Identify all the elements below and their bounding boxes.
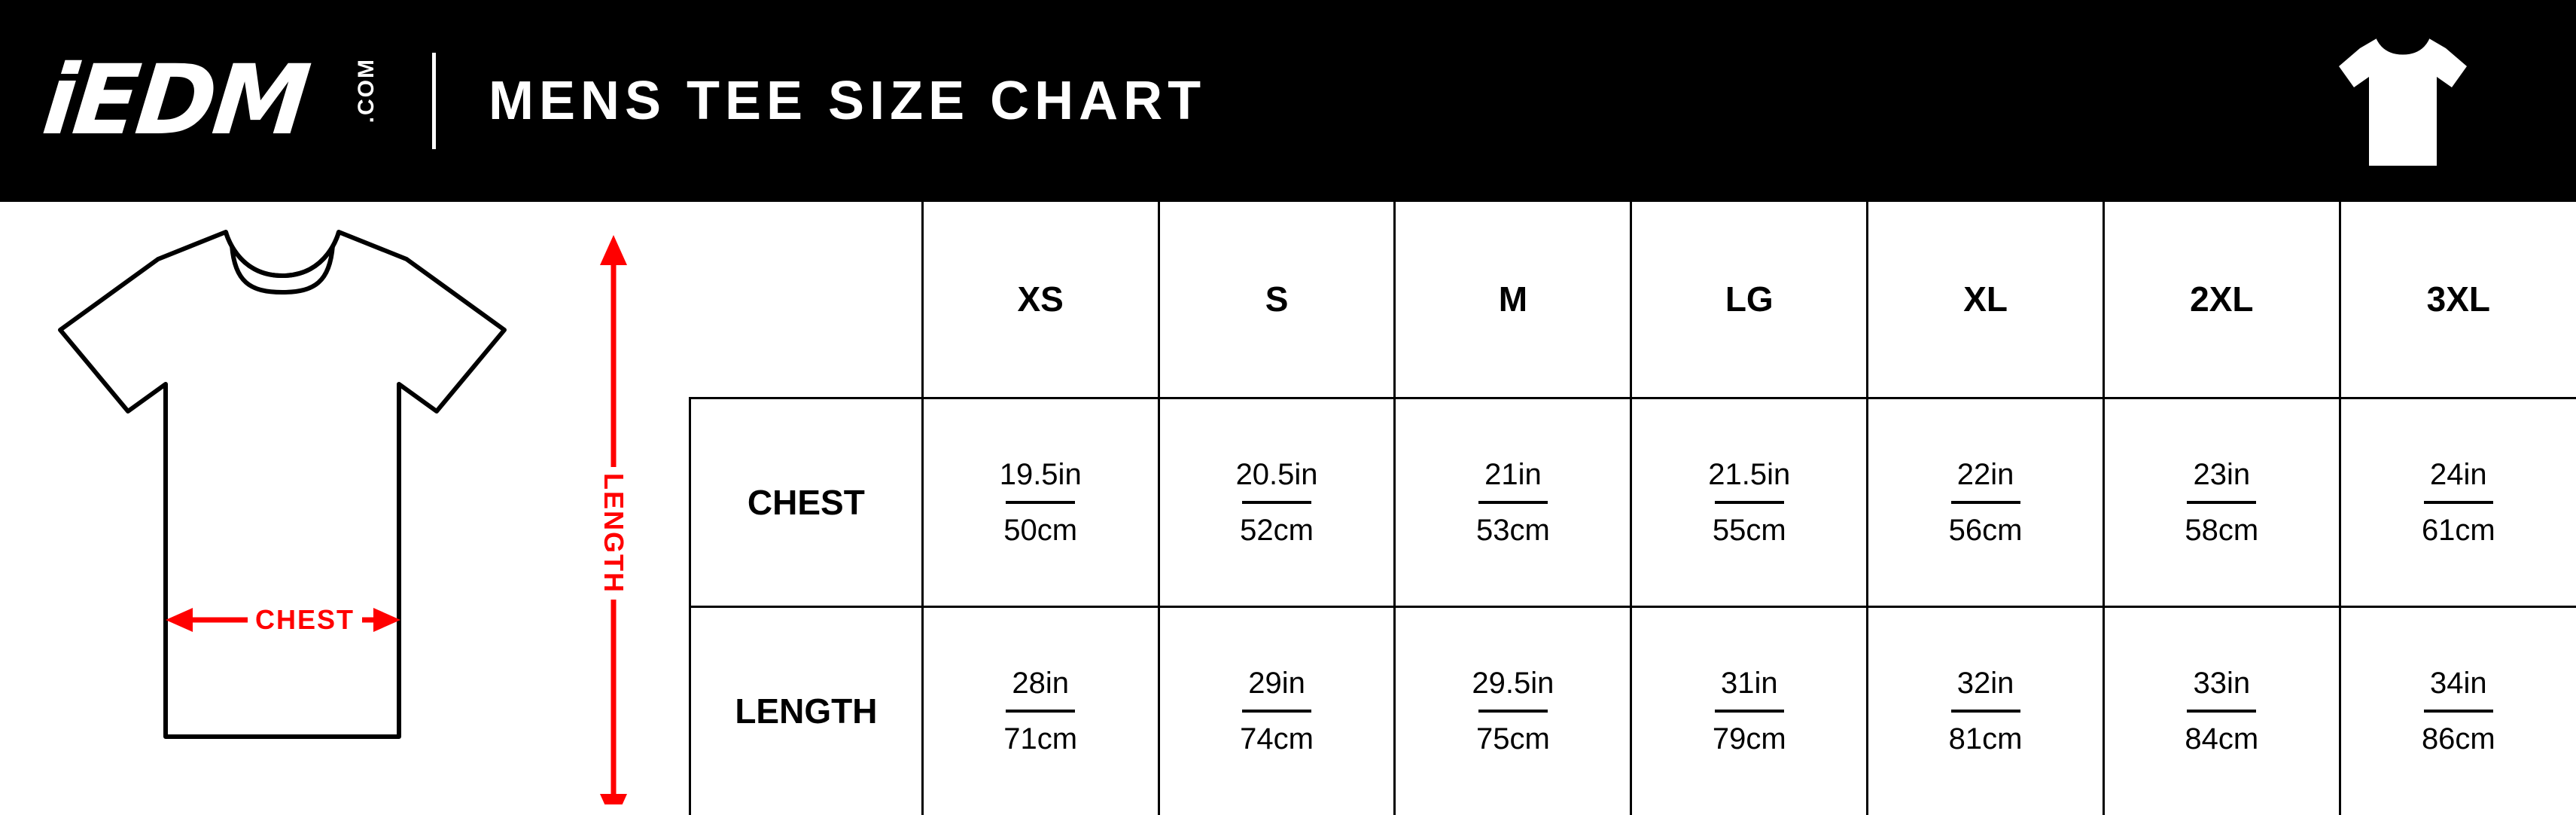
chest-measure-label: CHEST — [248, 604, 362, 636]
value-separator — [2424, 501, 2493, 504]
cell-chest-lg — [1631, 398, 1868, 606]
header-divider — [432, 53, 436, 149]
cell-length-2xl — [2103, 606, 2340, 815]
value-separator — [1951, 710, 2020, 713]
cell-chest-2xl — [2103, 398, 2340, 606]
cell-value-in: 21.5in — [1708, 457, 1791, 491]
value-separator — [1478, 710, 1548, 713]
cell-length-lg — [1631, 606, 1868, 815]
table-row-chest — [690, 398, 2576, 606]
cell-value-in: 33in — [2193, 667, 2251, 701]
cell-value-cm: 56cm — [1948, 513, 2023, 547]
cell-value-cm: 53cm — [1476, 513, 1550, 547]
value-separator — [1242, 501, 1311, 504]
size-header-lg: LG — [1631, 202, 1868, 398]
cell-value-cm: 50cm — [1003, 513, 1078, 547]
cell-value-cm: 75cm — [1476, 722, 1550, 756]
cell-value-in: 34in — [2430, 667, 2487, 701]
value-separator — [1715, 710, 1784, 713]
size-header-m: M — [1395, 202, 1631, 398]
header-bar — [0, 0, 2576, 202]
size-header-3xl: 3XL — [2340, 202, 2576, 398]
chart-body — [0, 202, 2576, 815]
value-separator — [1478, 501, 1548, 504]
cell-value-in: 21in — [1484, 457, 1542, 491]
logo-wordmark: iEDM — [38, 44, 312, 157]
cell-length-m — [1395, 606, 1631, 815]
table-corner-cell — [690, 202, 923, 398]
cell-value-cm: 86cm — [2421, 722, 2495, 756]
value-separator — [2187, 710, 2256, 713]
size-header-xl: XL — [1868, 202, 2104, 398]
row-label-chest: CHEST — [690, 398, 923, 606]
cell-value-cm: 81cm — [1948, 722, 2023, 756]
value-separator — [1951, 501, 2020, 504]
row-label-length: LENGTH — [690, 606, 923, 815]
shirt-diagram — [45, 209, 677, 804]
tshirt-icon — [2331, 30, 2474, 173]
cell-length-3xl — [2340, 606, 2576, 815]
cell-value-in: 19.5in — [999, 457, 1082, 491]
cell-value-in: 22in — [1956, 457, 2014, 491]
cell-chest-s — [1159, 398, 1395, 606]
cell-length-xs — [922, 606, 1159, 815]
cell-value-in: 31in — [1720, 667, 1778, 701]
value-separator — [1715, 501, 1784, 504]
cell-value-in: 28in — [1012, 667, 1069, 701]
cell-value-in: 20.5in — [1235, 457, 1318, 491]
size-table — [689, 202, 2576, 815]
cell-value-cm: 61cm — [2421, 513, 2495, 547]
cell-value-in: 23in — [2193, 457, 2251, 491]
cell-value-cm: 71cm — [1003, 722, 1078, 756]
table-header-row — [690, 202, 2576, 398]
cell-value-in: 32in — [1956, 667, 2014, 701]
cell-chest-xs — [922, 398, 1159, 606]
cell-value-cm: 55cm — [1712, 513, 1786, 547]
cell-chest-xl — [1868, 398, 2104, 606]
brand-logo — [38, 37, 397, 165]
cell-length-s — [1159, 606, 1395, 815]
cell-length-xl — [1868, 606, 2104, 815]
cell-value-cm: 52cm — [1240, 513, 1314, 547]
value-separator — [2424, 710, 2493, 713]
cell-value-cm: 79cm — [1712, 722, 1786, 756]
value-separator — [1242, 710, 1311, 713]
size-header-s: S — [1159, 202, 1395, 398]
cell-value-in: 29in — [1248, 667, 1305, 701]
size-header-2xl: 2XL — [2103, 202, 2340, 398]
value-separator — [2187, 501, 2256, 504]
cell-chest-3xl — [2340, 398, 2576, 606]
logo-mark — [38, 44, 379, 157]
cell-value-in: 24in — [2430, 457, 2487, 491]
size-header-xs: XS — [922, 202, 1159, 398]
logo-dotcom: .COM — [354, 58, 379, 124]
cell-chest-m — [1395, 398, 1631, 606]
cell-value-in: 29.5in — [1472, 667, 1554, 701]
page-title: MENS TEE SIZE CHART — [489, 71, 1207, 131]
value-separator — [1006, 710, 1075, 713]
cell-value-cm: 84cm — [2185, 722, 2259, 756]
cell-value-cm: 74cm — [1240, 722, 1314, 756]
cell-value-cm: 58cm — [2185, 513, 2259, 547]
length-measure-label: LENGTH — [598, 467, 629, 600]
table-row-length — [690, 606, 2576, 815]
value-separator — [1006, 501, 1075, 504]
